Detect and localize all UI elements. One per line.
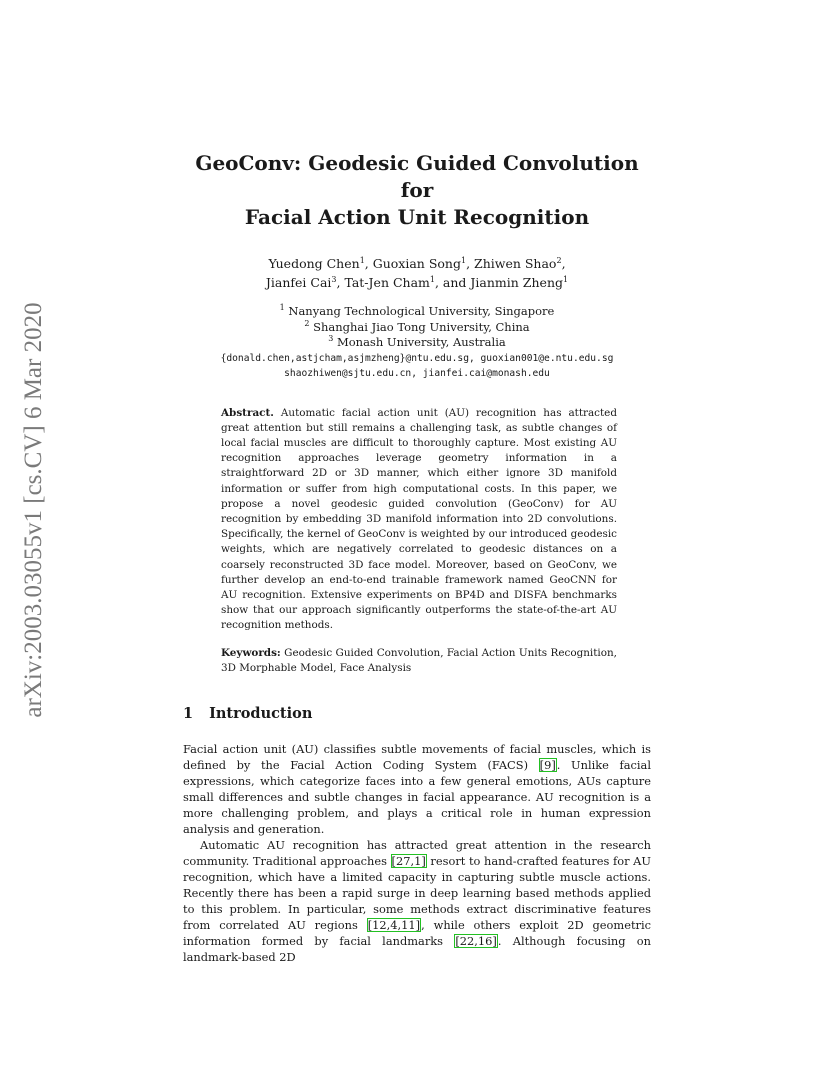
affiliation-name: Nanyang Technological University, Singapore xyxy=(284,304,555,318)
author-name: Zhiwen Shao xyxy=(474,256,557,271)
keywords xyxy=(221,646,617,676)
keywords-text: Geodesic Guided Convolution, Facial Action Units Recognition, 3D Morphable Model, Face Analysis xyxy=(221,646,617,674)
citation-link[interactable]: [9] xyxy=(539,757,556,772)
paragraph-text: . Although focusing on landmark-based 2D xyxy=(183,933,652,964)
paper-page xyxy=(183,150,651,965)
author-name: Yuedong Chen xyxy=(268,256,360,271)
paragraph-text: resort to hand-crafted features for AU recognition, which have a limited capacity in capturing subtle muscle actions. Recently there has been a rapid surge in deep learning based methods applied to this problem. In particular, some methods extract discriminative features from correlated AU regions xyxy=(183,853,651,932)
email-line-1: {donald.chen,astjcham,asjmzheng}@ntu.edu.sg, guoxian001@e.ntu.edu.sg xyxy=(220,352,614,364)
affiliation-marker: 1 xyxy=(359,255,365,265)
author-separator: , xyxy=(336,275,345,290)
body-paragraph xyxy=(183,837,651,965)
author-name: Tat-Jen Cham xyxy=(344,275,430,290)
author-line-1 xyxy=(183,254,651,273)
arxiv-identifier: arXiv:2003.03055v1 [cs.CV] 6 Mar 2020 xyxy=(20,302,47,718)
abstract-label: Abstract. xyxy=(221,406,274,419)
email-line-2: shaozhiwen@sjtu.edu.cn, jianfei.cai@monash.edu xyxy=(284,368,550,379)
paper-title xyxy=(183,150,651,231)
affiliation-name: Monash University, Australia xyxy=(333,335,506,349)
body-paragraph xyxy=(183,741,651,837)
affiliation-marker: 3 xyxy=(331,274,337,284)
keywords-label: Keywords: xyxy=(221,646,281,659)
affiliation-number: 2 xyxy=(304,318,310,328)
affiliation-marker: 2 xyxy=(556,255,562,265)
abstract xyxy=(221,406,617,634)
affiliation-row xyxy=(183,335,651,351)
arxiv-identifier-sidebar xyxy=(14,260,54,760)
affiliation-marker: 1 xyxy=(460,255,467,265)
affiliation-marker: 1 xyxy=(563,274,569,284)
citation-link[interactable]: [27,1] xyxy=(391,853,426,868)
paragraph-text: Facial action unit (AU) classifies subtle movements of facial muscles, which is defined by the Facial Action Coding System (FACS) xyxy=(183,741,651,772)
title-line-1: GeoConv: Geodesic Guided Convolution for xyxy=(195,151,639,202)
author-line-2 xyxy=(183,273,651,292)
author-separator: , and xyxy=(434,275,471,290)
affiliation-row xyxy=(183,304,651,320)
affiliation-number: 3 xyxy=(328,334,334,344)
affiliation-row xyxy=(183,320,651,336)
affiliation-number: 1 xyxy=(279,303,285,313)
author-name: Guoxian Song xyxy=(372,256,461,271)
author-list xyxy=(183,254,651,292)
affiliation-name: Shanghai Jiao Tong University, China xyxy=(309,319,530,334)
section-number: 1 xyxy=(183,704,194,722)
affiliation-list xyxy=(183,304,651,351)
paragraph-text: . Unlike facial expressions, which categorize faces into a few general emotions, AUs capture small differences and subtle changes in facial appearance. AU recognition is a more challenging problem, and plays a critical role in human expression analysis and generation. xyxy=(183,757,651,836)
author-separator: , xyxy=(561,256,566,271)
title-line-2: Facial Action Unit Recognition xyxy=(244,205,590,229)
citation-link[interactable]: [12,4,11] xyxy=(367,917,421,932)
affiliation-marker: 1 xyxy=(429,274,435,284)
author-separator: , xyxy=(466,256,475,271)
citation-link[interactable]: [22,16] xyxy=(455,933,497,948)
section-heading xyxy=(183,705,651,722)
author-name: Jianfei Cai xyxy=(265,275,332,290)
affiliation-block xyxy=(183,304,651,382)
author-name: Jianmin Zheng xyxy=(470,275,563,290)
section-title: Introduction xyxy=(209,704,313,722)
author-separator: , xyxy=(364,256,373,271)
paragraph-text: , while others exploit 2D geometric information formed by facial landmarks xyxy=(183,917,651,948)
paragraph-text: Automatic AU recognition has attracted great attention in the research community. Traditional approaches xyxy=(183,837,651,868)
abstract-text: Automatic facial action unit (AU) recognition has attracted great attention but still remains a challenging task, as subtle changes of local facial muscles are difficult to thoroughly capture. Most existing AU recognition approaches leverage geometry information in a straightforward 2D or 3D manner, which either ignore 3D manifold information or suffer from high computational costs. In this paper, we propose a novel geodesic guided convolution (GeoConv) for AU recognition by embedding 3D manifold information into 2D convolutions. Specifically, the kernel of GeoConv is weighted by our introduced geodesic weights, which are negatively correlated to geodesic distances on a coarsely reconstructed 3D face model. Moreover, based on GeoConv, we further develop an end-to-end trainable framework named GeoCNN for AU recognition. Extensive experiments on BP4D and DISFA benchmarks show that our approach significantly outperforms the state-of-the-art AU recognition methods. xyxy=(221,406,617,632)
